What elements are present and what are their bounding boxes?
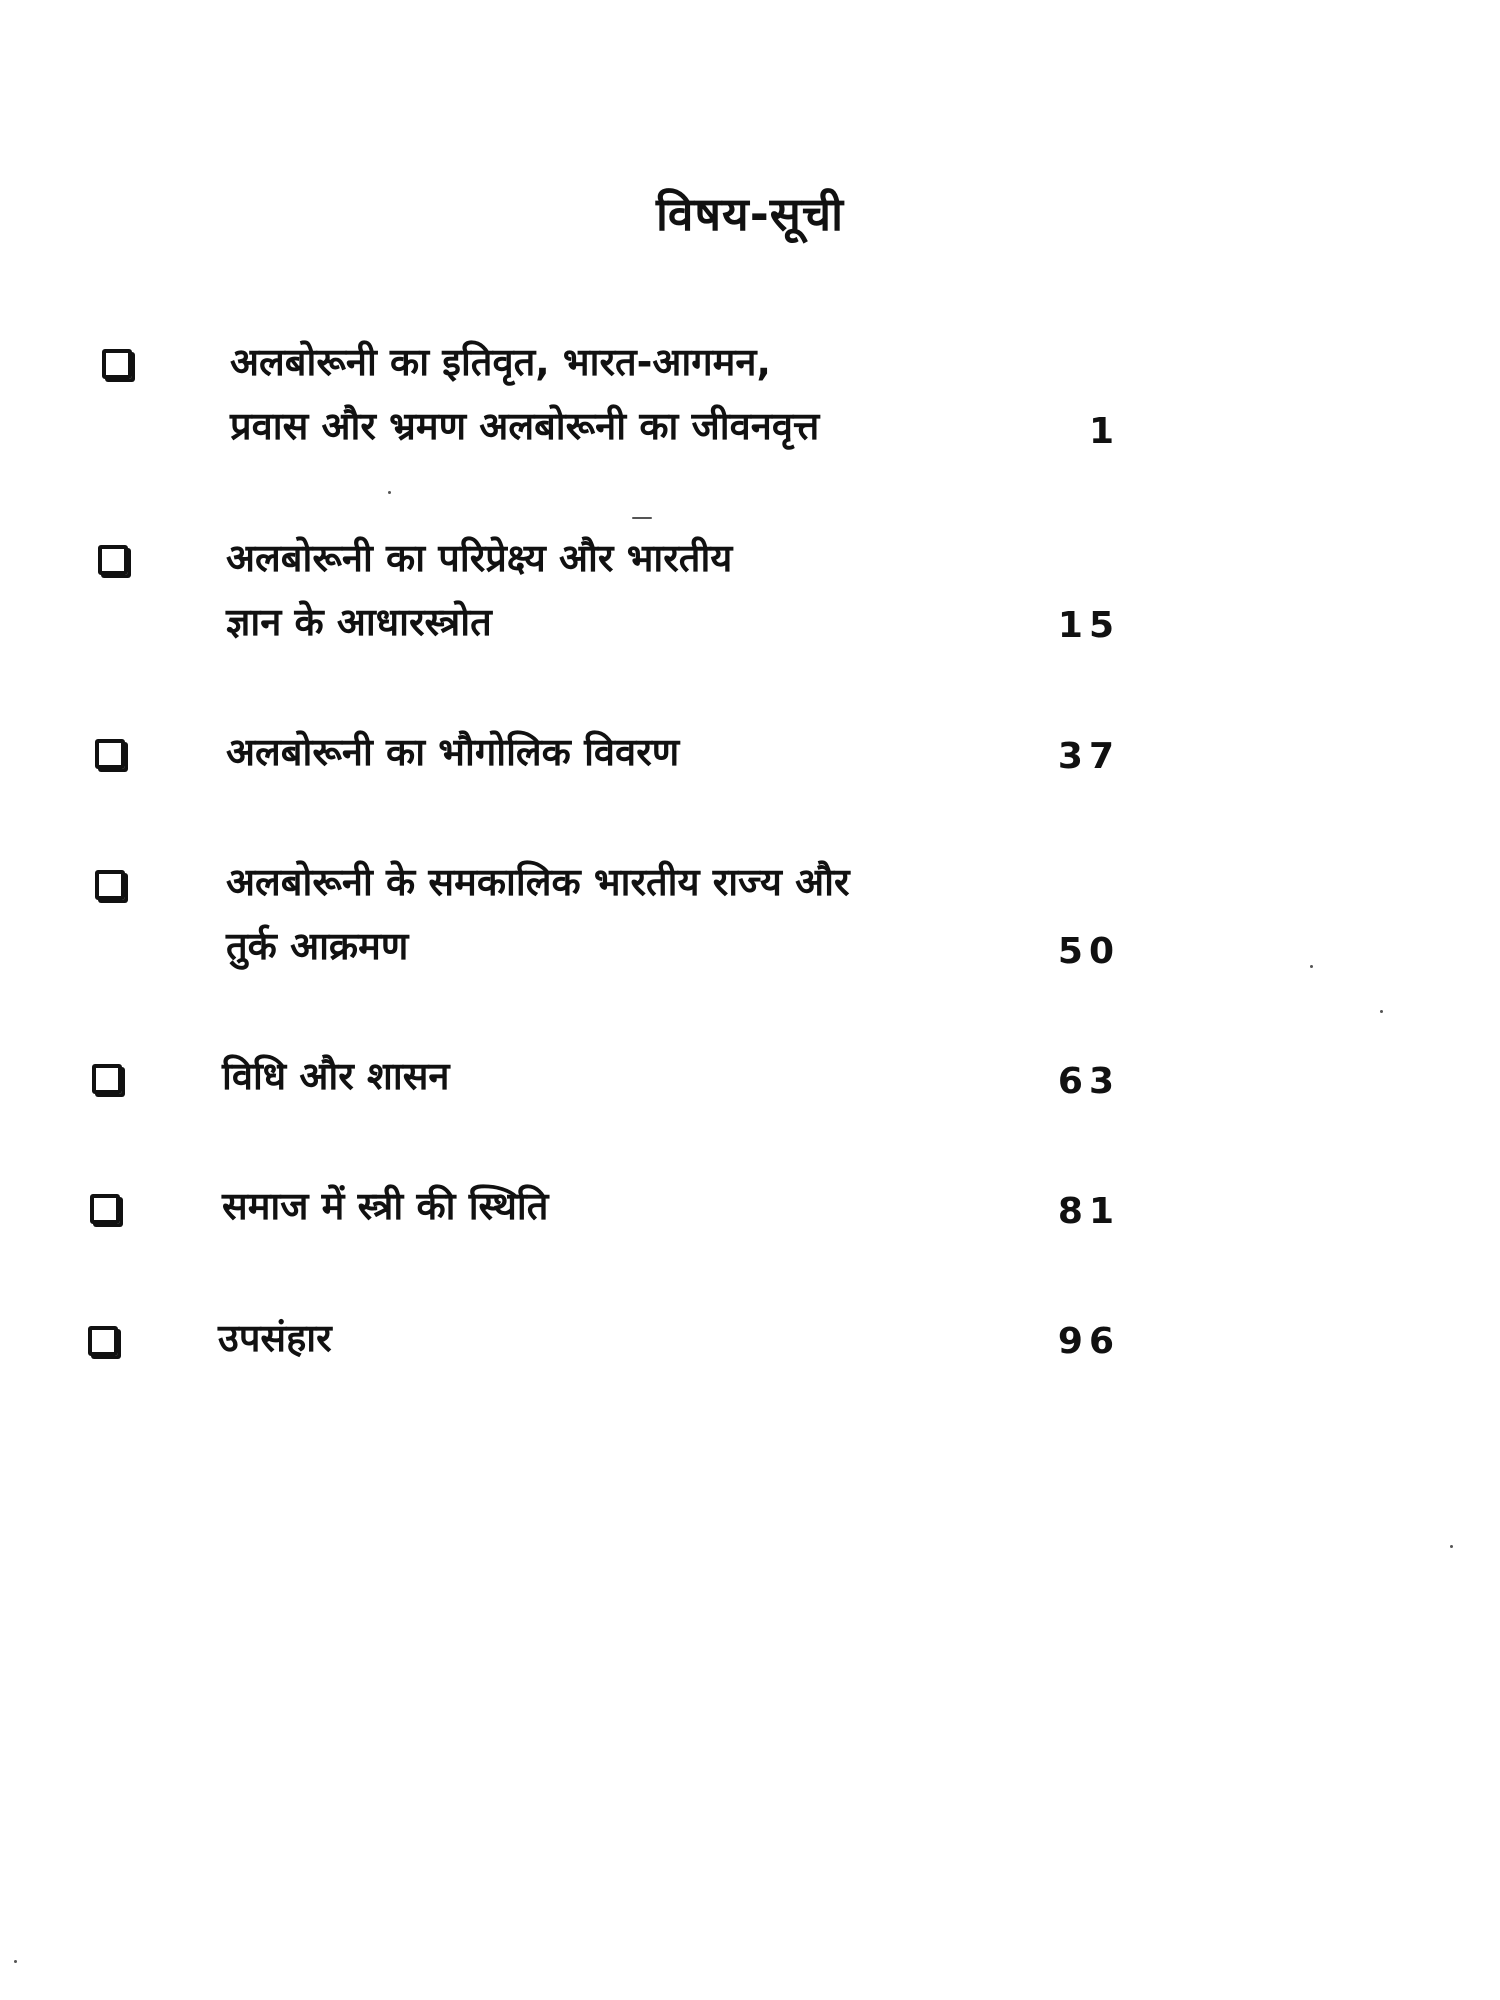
toc-page-number: 50 [1057,931,1120,972]
toc-entry-line: उपसंहार [218,1316,332,1360]
toc-entry-line: तुर्क आक्रमण [226,924,409,968]
checkbox-bullet-icon [95,870,125,900]
checkbox-bullet-icon [92,1064,122,1094]
toc-entry-line: अलबोरूनी का भौगोलिक विवरण [226,730,680,774]
toc-page-number: 37 [1057,736,1120,777]
toc-entry-title [230,330,819,458]
toc-entry-line: विधि और शासन [222,1054,450,1098]
toc-entry-title [226,720,679,784]
checkbox-bullet-icon [98,545,128,575]
scan-speck [1380,1010,1383,1013]
checkbox-bullet-icon [95,739,125,769]
checkbox-bullet-icon [90,1194,120,1224]
toc-page-number: 1 [1088,411,1120,452]
scan-speck [388,491,391,494]
toc-entry-title [222,1174,548,1238]
toc-entry-title [226,850,850,978]
scan-speck [14,1960,17,1963]
scan-speck [1310,965,1313,968]
toc-entry-line: अलबोरूनी का परिप्रेक्ष्य और भारतीय [226,536,733,580]
toc-entry-title [222,1044,450,1108]
scan-speck [1450,1545,1453,1548]
toc-entry-line: समाज में स्त्री की स्थिति [222,1184,549,1228]
toc-entry-line: ज्ञान के आधारस्त्रोत [226,600,492,644]
checkbox-bullet-icon [88,1326,118,1356]
toc-page-number: 96 [1057,1321,1120,1362]
checkbox-bullet-icon [102,349,132,379]
toc-page-number: 15 [1057,605,1120,646]
toc-entry-line: प्रवास और भ्रमण अलबोरूनी का जीवनवृत्त [230,404,820,448]
toc-entry-line: अलबोरूनी के समकालिक भारतीय राज्य और [226,860,850,904]
scan-speck [632,517,652,519]
page-title: विषय-सूची [655,187,845,241]
toc-entry-line: अलबोरूनी का इतिवृत, भारत-आगमन, [230,340,771,384]
toc-entry-title [226,526,732,654]
toc-page-number: 63 [1057,1061,1120,1102]
toc-page-number: 81 [1057,1191,1120,1232]
toc-entry-title [218,1306,332,1370]
